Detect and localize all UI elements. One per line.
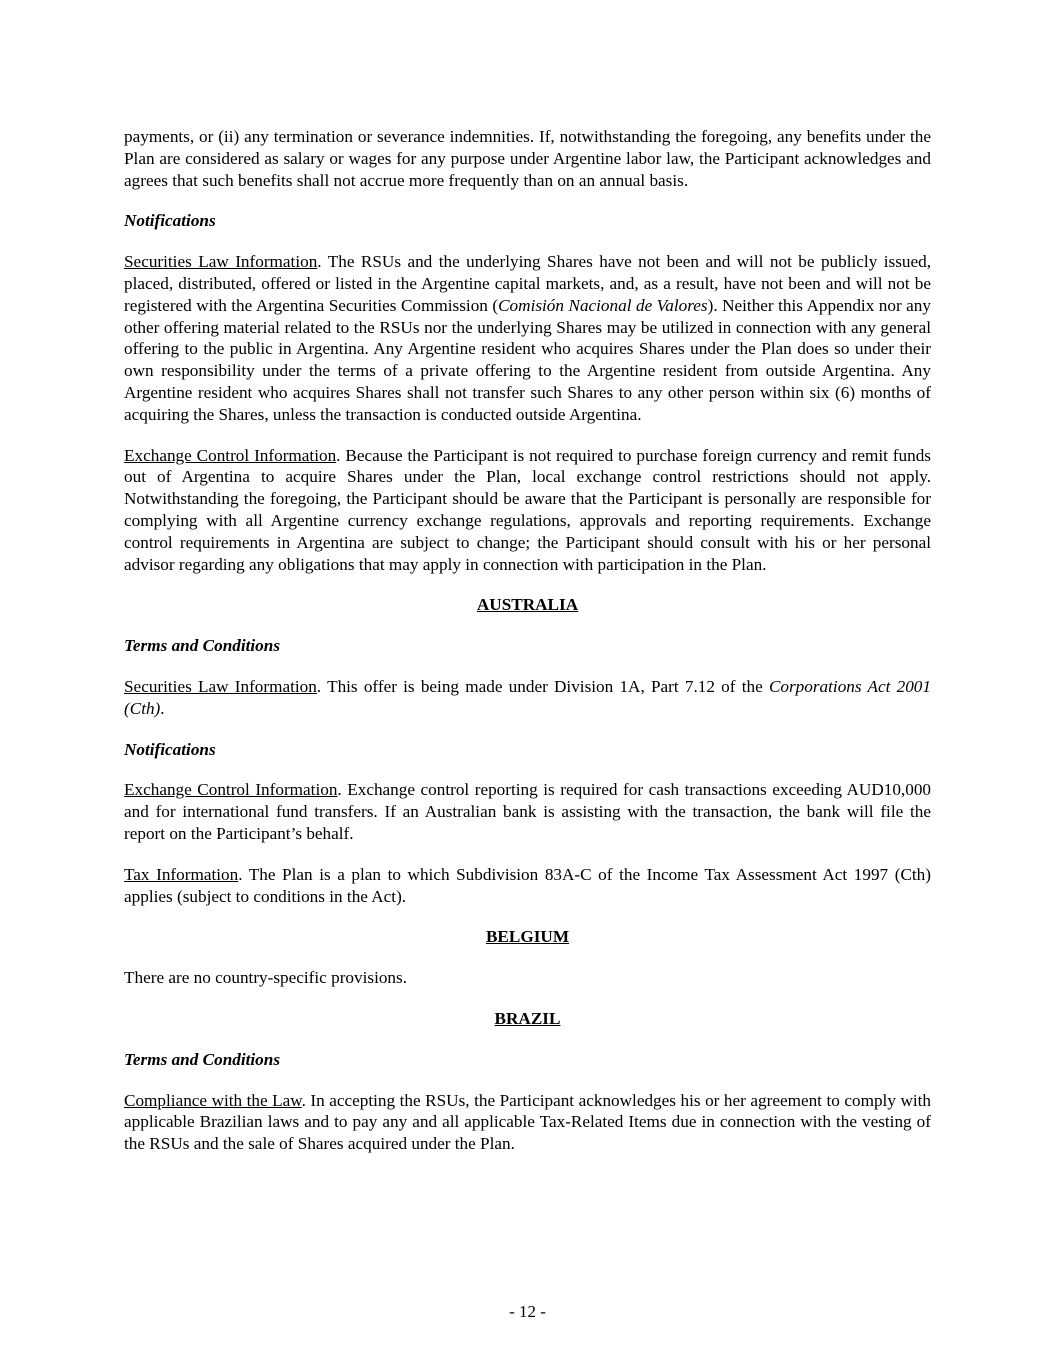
argentina-commission-name: Comisión Nacional de Valores — [498, 295, 708, 315]
argentina-continuation-paragraph: payments, or (ii) any termination or severance indemnities. If, notwithstanding the foregoing, any benefits under the Plan are considered as salary or wages for any purpose under Argentine labor law, the Participant acknowledges and agrees that such benefits shall not accrue more frequently than on an annual basis. — [124, 127, 931, 190]
argentina-exchange-paragraph: Exchange Control Information. Because the Participant is not required to purchase foreign currency and remit funds out of Argentina to acquire Shares under the Plan, local exchange control restrictions should not apply. Notwithstanding the foregoing, the Participant should be aware that the Participant is personally are responsible for complying with all Argentine currency exchange regulations, approvals and reporting requirements. Exchange control requirements in Argentina are subject to change; the Participant should consult with his or her personal advisor regarding any obligations that may apply in connection with participation in the Plan. — [124, 445, 931, 574]
argentina-exchange-title: Exchange Control Information — [124, 445, 337, 465]
australia-securities-paragraph: Securities Law Information. This offer is being made under Division 1A, Part 7.12 of the Corporations Act 2001 (Cth). — [124, 676, 931, 718]
australia-notifications-heading: Notifications — [124, 739, 216, 759]
argentina-securities-paragraph: Securities Law Information. The RSUs and the underlying Shares have not been and will not be publicly issued, placed, distributed, offered or listed in the Argentine capital markets, and, as a result, have not been and will not be registered with the Argentina Securities Commission (Comisión Nacional de Valores). Neither this Appendix nor any other offering material related to the RSUs nor the underlying Shares may be utilized in connection with any general offering to the public in Argentina. Any Argentine resident who acquires Shares under the Plan does so under their own responsibility under the terms of a private offering to the Argentine resident from outside Argentina. Any Argentine resident who acquires Shares shall not transfer such Shares to any other person within six (6) months of acquiring the Shares, unless the transaction is conducted outside Argentina. — [124, 252, 931, 424]
australia-securities-title: Securities Law Information — [124, 676, 317, 696]
australia-tax-title: Tax Information — [124, 864, 239, 884]
brazil-terms-heading: Terms and Conditions — [124, 1049, 281, 1069]
brazil-compliance-paragraph: Compliance with the Law. In accepting the RSUs, the Participant acknowledges his or her agreement to comply with applicable Brazilian laws and to pay any and all applicable Tax-Related Items due in connection with the vesting of the RSUs and the sale of Shares acquired under the Plan. — [124, 1090, 931, 1154]
australia-terms-heading: Terms and Conditions — [124, 636, 281, 656]
australia-exchange-paragraph: Exchange Control Information. Exchange control reporting is required for cash transactions exceeding AUD10,000 and for international fund transfers. If an Australian bank is assisting with the transaction, the bank will file the report on the Participant’s behalf. — [124, 780, 932, 843]
argentina-notifications-heading: Notifications — [124, 211, 216, 231]
document-page — [124, 126, 931, 1174]
australia-act-name: Corporations Act 2001 (Cth) — [124, 676, 931, 718]
country-heading-belgium: BELGIUM — [485, 927, 570, 947]
australia-tax-paragraph: Tax Information. The Plan is a plan to which Subdivision 83A-C of the Income Tax Assessment Act 1997 (Cth) applies (subject to conditions in the Act). — [124, 864, 931, 906]
page-number: - 12 - — [509, 1302, 546, 1321]
australia-exchange-title: Exchange Control Information — [124, 780, 338, 800]
country-heading-brazil: BRAZIL — [494, 1008, 561, 1028]
brazil-compliance-title: Compliance with the Law — [124, 1090, 302, 1110]
belgium-paragraph: There are no country-specific provisions. — [124, 968, 408, 988]
argentina-securities-title: Securities Law Information — [124, 252, 318, 272]
country-heading-australia: AUSTRALIA — [476, 595, 579, 615]
